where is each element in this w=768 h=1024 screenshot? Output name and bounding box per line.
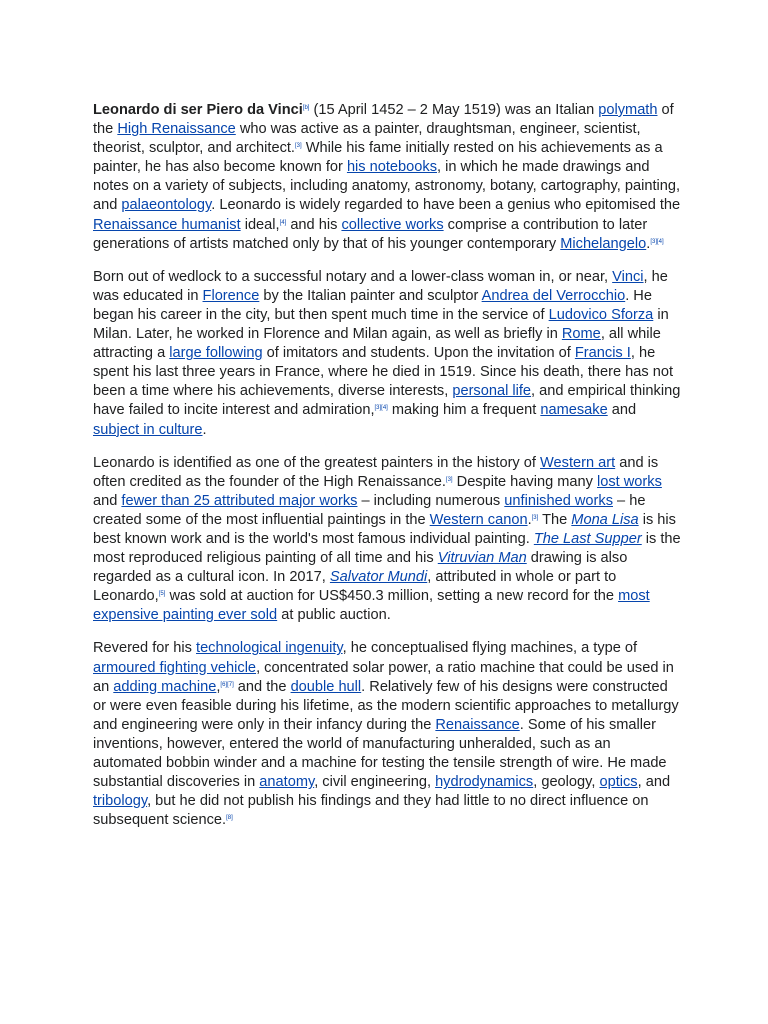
text-run: , and empirical thinking have failed to incite interest and admiration, xyxy=(93,383,681,419)
text-run: , but he did not publish his findings and they had little to no direct influence on subsequent science. xyxy=(93,793,649,829)
text-run: , all while attracting a xyxy=(93,326,661,362)
text-run: , he spent his last three years in France, where he died in 1519. Since his death, there has not been a time where his achievements, diverse interests, xyxy=(93,345,674,400)
link-western-canon[interactable]: Western canon xyxy=(429,511,528,528)
text-run: – he created some of the most influential paintings in the xyxy=(93,492,646,528)
link-unfinished-works[interactable]: unfinished works xyxy=(504,492,613,509)
text-run: ideal, xyxy=(240,216,280,233)
text-run: , he was educated in xyxy=(93,268,668,304)
text-run: is his best known work and is the world's most famous individual painting. xyxy=(93,511,676,547)
link-polymath[interactable]: polymath xyxy=(598,102,658,118)
article-body xyxy=(93,101,681,844)
citation-ref[interactable]: [3] xyxy=(531,514,539,521)
text-run: . He began his career in the city, but then spent much time in the service of xyxy=(93,287,652,323)
link-mona-lisa[interactable]: Mona Lisa xyxy=(571,511,639,528)
text-run: Born out of wedlock to a successful notary and a lower-class woman in, or near, xyxy=(93,268,613,285)
link-lost-works[interactable]: lost works xyxy=(597,473,662,490)
text-run: , and xyxy=(637,774,671,791)
text-run: and the xyxy=(233,678,291,695)
link-namesake[interactable]: namesake xyxy=(540,402,608,419)
text-run: . xyxy=(646,235,651,252)
paragraph-1 xyxy=(93,101,681,254)
text-run: Revered for his xyxy=(93,640,197,657)
text-run: . xyxy=(202,421,207,438)
text-run: – including numerous xyxy=(357,492,505,509)
text-run: , civil engineering, xyxy=(314,774,436,791)
text-run: drawing is also regarded as a cultural icon. In 2017, xyxy=(93,550,628,586)
text-run: who was active as a painter, draughtsman, engineer, scientist, theorist, sculptor, and architect. xyxy=(93,121,641,157)
text-run: and his xyxy=(286,216,342,233)
link-most-expensive-painting-ever-sold[interactable]: most expensive painting ever sold xyxy=(93,588,650,624)
link-double-hull[interactable]: double hull xyxy=(290,678,362,695)
text-run: comprise a contribution to later generations of artists matched only by that of his younger contemporary xyxy=(93,216,648,252)
text-run: is the most reproduced religious painting of all time and his xyxy=(93,530,681,567)
text-run: making him a frequent xyxy=(387,402,541,419)
text-run: was sold at auction for US$450.3 million, setting a new record for the xyxy=(165,588,619,605)
link-adding-machine[interactable]: adding machine xyxy=(113,678,217,695)
citation-ref[interactable]: [3][4] xyxy=(650,238,664,245)
text-run: at public auction. xyxy=(277,607,391,624)
text-run: (15 April 1452 – 2 May 1519) was an Italian xyxy=(309,102,599,118)
citation-ref[interactable]: [8] xyxy=(226,815,233,822)
link-armoured-fighting-vehicle[interactable]: armoured fighting vehicle xyxy=(93,659,257,676)
link-anatomy[interactable]: anatomy xyxy=(259,774,315,791)
text-run: Despite having many xyxy=(452,473,597,490)
text-run: and xyxy=(607,402,637,419)
paragraph-2 xyxy=(93,268,681,440)
paragraph-4 xyxy=(93,639,681,830)
text-run: . Leonardo is widely regarded to have been a genius who epitomised the xyxy=(211,197,681,214)
link-ludovico-sforza[interactable]: Ludovico Sforza xyxy=(548,306,654,323)
italic-title xyxy=(571,512,638,528)
link-hydrodynamics[interactable]: hydrodynamics xyxy=(435,774,534,791)
link-vitruvian-man[interactable]: Vitruvian Man xyxy=(437,550,527,567)
text-run: in Milan. Later, he worked in Florence and Milan again, as well as briefly in xyxy=(93,306,669,343)
text-run: of imitators and students. Upon the invitation of xyxy=(262,345,575,362)
link-michelangelo[interactable]: Michelangelo xyxy=(560,235,647,252)
text-run: and xyxy=(93,492,122,509)
text-run: While his fame initially rested on his achievements as a painter, he has also become known for xyxy=(93,140,663,176)
link-large-following[interactable]: large following xyxy=(169,345,263,362)
italic-title xyxy=(330,569,427,585)
link-renaissance-humanist[interactable]: Renaissance humanist xyxy=(93,216,241,233)
text-run: of the xyxy=(93,102,674,138)
link-western-art[interactable]: Western art xyxy=(540,454,616,471)
text-run: , concentrated solar power, a ratio machine that could be used in an xyxy=(93,659,674,695)
citation-ref[interactable]: [4] xyxy=(279,219,287,226)
citation-ref[interactable]: [3][4] xyxy=(374,405,388,412)
text-run: by the Italian painter and sculptor xyxy=(259,287,482,304)
citation-ref[interactable]: [b] xyxy=(302,105,310,111)
article-subject-name: Leonardo di ser Piero da Vinci xyxy=(93,102,303,118)
text-run: Leonardo is identified as one of the greatest painters in the history of xyxy=(93,454,541,471)
paragraph-3 xyxy=(93,454,681,626)
link-vinci[interactable]: Vinci xyxy=(612,268,644,285)
italic-title xyxy=(438,550,527,566)
text-run: , in which he made drawings and notes on a variety of subjects, including anatomy, astronomy, botany, cartography, painting, and xyxy=(93,159,681,214)
link-subject-in-culture[interactable]: subject in culture xyxy=(93,421,203,438)
link-optics[interactable]: optics xyxy=(599,774,638,791)
link-florence[interactable]: Florence xyxy=(202,287,260,304)
link-high-renaissance[interactable]: High Renaissance xyxy=(117,121,236,138)
text-run: . Some of his smaller inventions, however, entered the world of manufacturing unheralded, such as an automated bobbin winder and a machine for testing the tensile strength of wire. He made substantial discoveries in xyxy=(93,716,667,791)
link-rome[interactable]: Rome xyxy=(561,326,601,343)
text-run: . xyxy=(527,511,532,528)
text-run: , he conceptualised flying machines, a type of xyxy=(342,640,638,657)
text-run: , xyxy=(216,678,221,695)
link-his-notebooks[interactable]: his notebooks xyxy=(346,159,437,176)
text-run: , attributed in whole or part to Leonardo, xyxy=(93,569,617,605)
italic-title xyxy=(534,531,642,547)
citation-ref[interactable]: [3] xyxy=(445,476,453,483)
link-personal-life[interactable]: personal life xyxy=(452,383,532,400)
link-renaissance[interactable]: Renaissance xyxy=(435,716,520,733)
text-run: and is often credited as the founder of the High Renaissance. xyxy=(93,454,659,490)
link-palaeontology[interactable]: palaeontology xyxy=(121,197,212,214)
link-collective-works[interactable]: collective works xyxy=(341,216,444,233)
link-the-last-supper[interactable]: The Last Supper xyxy=(533,530,642,547)
text-run: The xyxy=(538,511,572,528)
citation-ref[interactable]: [3] xyxy=(294,143,302,150)
citation-ref[interactable]: [5] xyxy=(158,591,166,598)
link-fewer-than-25-attributed-major-works[interactable]: fewer than 25 attributed major works xyxy=(121,492,358,509)
link-andrea-del-verrocchio[interactable]: Andrea del Verrocchio xyxy=(481,287,626,304)
text-run: . Relatively few of his designs were constructed or were even feasible during his lifetime, as the modern scientific approaches to metallurgy and engineering were only in their infancy during the xyxy=(93,678,679,733)
text-run: , geology, xyxy=(533,774,600,791)
link-francis-i[interactable]: Francis I xyxy=(574,345,631,362)
link-tribology[interactable]: tribology xyxy=(93,793,148,810)
link-technological-ingenuity[interactable]: technological ingenuity xyxy=(196,640,343,657)
citation-ref[interactable]: [6][7] xyxy=(220,681,234,688)
link-salvator-mundi[interactable]: Salvator Mundi xyxy=(329,569,428,586)
